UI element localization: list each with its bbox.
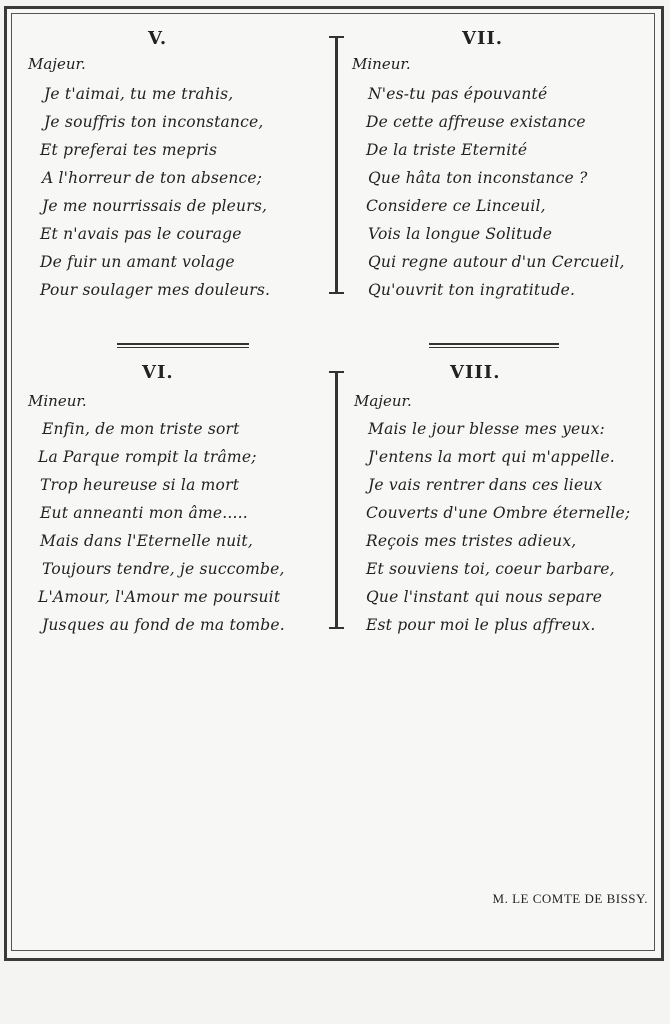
stanza-numeral: VI.: [142, 362, 174, 383]
stanza-mode: Majeur.: [354, 392, 412, 410]
divider-rule: [117, 343, 249, 348]
stanza-numeral: VIII.: [450, 362, 501, 383]
verse-line: N'es-tu pas épouvanté: [368, 85, 548, 103]
verse-line: Que l'instant qui nous separe: [366, 588, 603, 606]
verse-line: Vois la longue Solitude: [368, 225, 553, 243]
verse-line: Enfin, de mon triste sort: [42, 420, 240, 438]
verse-line: Considere ce Linceuil,: [366, 197, 546, 215]
verse-line: Qu'ouvrit ton ingratitude.: [368, 281, 576, 299]
verse-line: Je t'aimai, tu me trahis,: [44, 85, 234, 103]
verse-line: A l'horreur de ton absence;: [42, 169, 263, 187]
verse-line: Je me nourrissais de pleurs,: [42, 197, 268, 215]
verse-line: Et preferai tes mepris: [40, 141, 218, 159]
verse-line: Je vais rentrer dans ces lieux: [368, 476, 603, 494]
verse-line: Trop heureuse si la mort: [40, 476, 240, 494]
verse-line: Et n'avais pas le courage: [40, 225, 242, 243]
verse-line: Couverts d'une Ombre éternelle;: [366, 504, 631, 522]
verse-line: Que hâta ton inconstance ?: [368, 169, 588, 187]
author-signature: M. LE COMTE DE BISSY.: [492, 891, 648, 906]
verse-line: Mais dans l'Eternelle nuit,: [40, 532, 253, 550]
verse-line: J'entens la mort qui m'appelle.: [368, 448, 615, 466]
verse-line: De cette affreuse existance: [366, 113, 586, 131]
column-divider-top: [335, 36, 338, 294]
verse-line: Qui regne autour d'un Cercueil,: [368, 253, 625, 271]
verse-line: Et souviens toi, coeur barbare,: [366, 560, 615, 578]
verse-line: Est pour moi le plus affreux.: [366, 616, 596, 634]
stanza-mode: Majeur.: [28, 55, 86, 73]
stanza-mode: Mineur.: [352, 55, 411, 73]
verse-line: Reçois mes tristes adieux,: [366, 532, 577, 550]
verse-line: Pour soulager mes douleurs.: [40, 281, 271, 299]
verse-line: Eut anneanti mon âme.....: [40, 504, 248, 522]
stanza-numeral: VII.: [462, 28, 504, 49]
verse-line: De fuir un amant volage: [40, 253, 235, 271]
verse-line: Mais le jour blesse mes yeux:: [368, 420, 605, 438]
verse-line: Je souffris ton inconstance,: [44, 113, 264, 131]
verse-line: La Parque rompit la trâme;: [38, 448, 257, 466]
stanza-mode: Mineur.: [28, 392, 87, 410]
verse-line: Toujours tendre, je succombe,: [42, 560, 285, 578]
column-divider-bottom: [335, 371, 338, 629]
divider-rule: [429, 343, 559, 348]
verse-line: L'Amour, l'Amour me poursuit: [38, 588, 281, 606]
stanza-numeral: V.: [148, 28, 168, 49]
verse-line: Jusques au fond de ma tombe.: [42, 616, 285, 634]
verse-line: De la triste Eternité: [366, 141, 528, 159]
